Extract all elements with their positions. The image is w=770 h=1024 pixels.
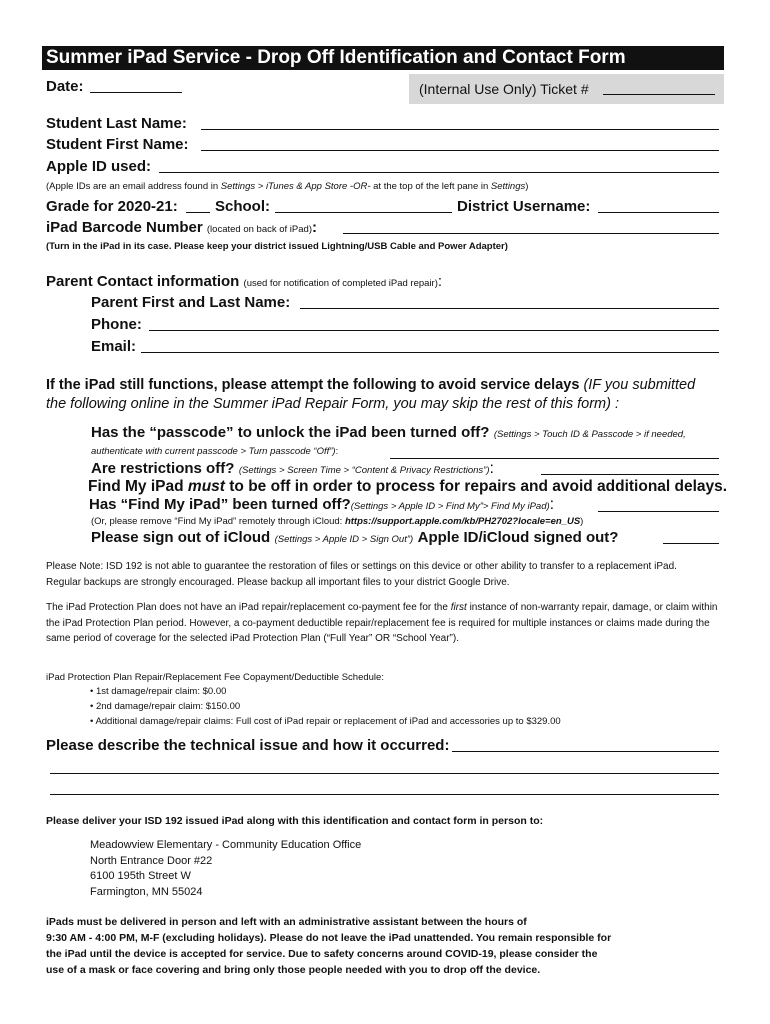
apple-id-field[interactable] <box>159 172 719 173</box>
date-label: Date: <box>46 78 84 95</box>
case-note: (Turn in the iPad in its case. Please keep your district issued Lightning/USB Cable and Power Adapter) <box>46 241 508 252</box>
grade-field[interactable] <box>186 212 210 213</box>
icloud-question: Please sign out of iCloud (Settings > Apple ID > Sign Out”) Apple ID/iCloud signed out? <box>91 529 619 546</box>
parent-name-field[interactable] <box>300 308 719 309</box>
findmy-question: Has “Find My iPad” been turned off?(Settings > Apple ID > Find My”> Find My iPad): <box>89 496 555 513</box>
phone-label: Phone: <box>91 316 142 333</box>
district-username-field[interactable] <box>598 212 719 213</box>
findmy-remove-note: (Or, please remove “Find My iPad” remotely through iCloud: https://support.apple.com/kb/PH2702?locale=en_US) <box>91 516 584 527</box>
apple-id-label: Apple ID used: <box>46 158 152 175</box>
internal-ticket-box <box>409 74 724 104</box>
date-field[interactable] <box>90 92 182 93</box>
fee-item-3: • Additional damage/repair claims: Full cost of iPad repair or replacement of iPad and accessories up to $329.00 <box>90 716 561 727</box>
passcode-field[interactable] <box>390 458 719 459</box>
describe-label: Please describe the technical issue and how it occurred: <box>46 737 450 754</box>
address-line-1: Meadowview Elementary - Community Education Office <box>90 839 362 851</box>
describe-field-1[interactable] <box>452 751 719 752</box>
findmy-field[interactable] <box>598 511 719 512</box>
restrictions-field[interactable] <box>541 474 719 475</box>
findmy-must-notice: Find My iPad must to be off in order to process for repairs and avoid additional delays. <box>88 478 728 495</box>
fee-schedule-heading: iPad Protection Plan Repair/Replacement Fee Copayment/Deductible Schedule: <box>46 672 384 683</box>
district-username-label: District Username: <box>457 198 591 215</box>
phone-field[interactable] <box>149 330 719 331</box>
email-field[interactable] <box>141 352 719 353</box>
address-line-2: North Entrance Door #22 <box>90 855 213 867</box>
describe-field-2[interactable] <box>50 773 719 774</box>
functions-heading: If the iPad still functions, please attempt the following to avoid service delays (IF you submitted <box>46 377 696 393</box>
fee-item-2: • 2nd damage/repair claim: $150.00 <box>90 701 241 712</box>
student-last-field[interactable] <box>201 129 719 130</box>
icloud-field[interactable] <box>663 543 719 544</box>
grade-label: Grade for 2020-21: <box>46 198 178 215</box>
findmy-url-link[interactable]: https://support.apple.com/kb/PH2702?locale=en_US <box>344 516 581 527</box>
final-line-1: iPads must be delivered in person and left with an administrative assistant between the hours of <box>46 916 527 928</box>
protection-plan-paragraph: The iPad Protection Plan does not have an iPad repair/replacement co-payment fee for the first instance of non-warranty repair, damage, or claim within the iPad Protection Plan period. However, a co-payment deductible repair/replacement fee is required for multiple instances or claims made during the same period of coverage for the selected iPad Protection Plan (“Full Year” OR “School Year”). <box>46 602 718 644</box>
school-field[interactable] <box>275 212 452 213</box>
passcode-note2: authenticate with current passcode > Turn passcode “Off”): <box>91 446 339 457</box>
barcode-field[interactable] <box>343 233 719 234</box>
functions-heading-line2: the following online in the Summer iPad Repair Form, you may skip the rest of this form) : <box>46 396 619 412</box>
deliver-heading: Please deliver your ISD 192 issued iPad along with this identification and contact form in person to: <box>46 815 544 827</box>
address-line-3: 6100 195th Street W <box>90 870 191 882</box>
note-paragraph: Please Note: ISD 192 is not able to guarantee the restoration of files or settings on this device or other ability to transfer to a replacement iPad. Regular backups are strongly encouraged. Please backup all important files to your district Google Drive. <box>46 561 677 588</box>
final-line-4: use of a mask or face covering and bring only those people needed with you to drop off the device. <box>46 964 541 976</box>
form-title: Summer iPad Service - Drop Off Identification and Contact Form <box>42 46 724 70</box>
student-first-field[interactable] <box>201 150 719 151</box>
address-line-4: Farmington, MN 55024 <box>90 886 203 898</box>
describe-field-3[interactable] <box>50 794 719 795</box>
school-label: School: <box>215 198 270 215</box>
restrictions-question: Are restrictions off? (Settings > Screen Time > “Content & Privacy Restrictions”): <box>91 460 494 477</box>
final-line-2: 9:30 AM - 4:00 PM, M-F (excluding holidays). Please do not leave the iPad unattended. You remain responsible for <box>46 932 612 944</box>
final-line-3: the iPad until the device is accepted for service. Due to safety concerns around COVID-19, please consider the <box>46 948 598 960</box>
student-first-label: Student First Name: <box>46 136 189 153</box>
parent-name-label: Parent First and Last Name: <box>91 294 291 311</box>
barcode-label: iPad Barcode Number (located on back of iPad): <box>46 219 317 236</box>
apple-id-note: (Apple IDs are an email address found in Settings > iTunes & App Store -OR- at the top of the left pane in Settings) <box>46 181 529 192</box>
ticket-field[interactable] <box>603 94 715 95</box>
parent-contact-heading: Parent Contact information (used for notification of completed iPad repair): <box>46 273 443 290</box>
internal-ticket-label: (Internal Use Only) Ticket # <box>419 81 589 97</box>
email-label: Email: <box>91 338 137 355</box>
fee-item-1: • 1st damage/repair claim: $0.00 <box>90 686 227 697</box>
passcode-question: Has the “passcode” to unlock the iPad been turned off? (Settings > Touch ID & Passcode > if needed, <box>91 424 686 441</box>
student-last-label: Student Last Name: <box>46 115 187 132</box>
